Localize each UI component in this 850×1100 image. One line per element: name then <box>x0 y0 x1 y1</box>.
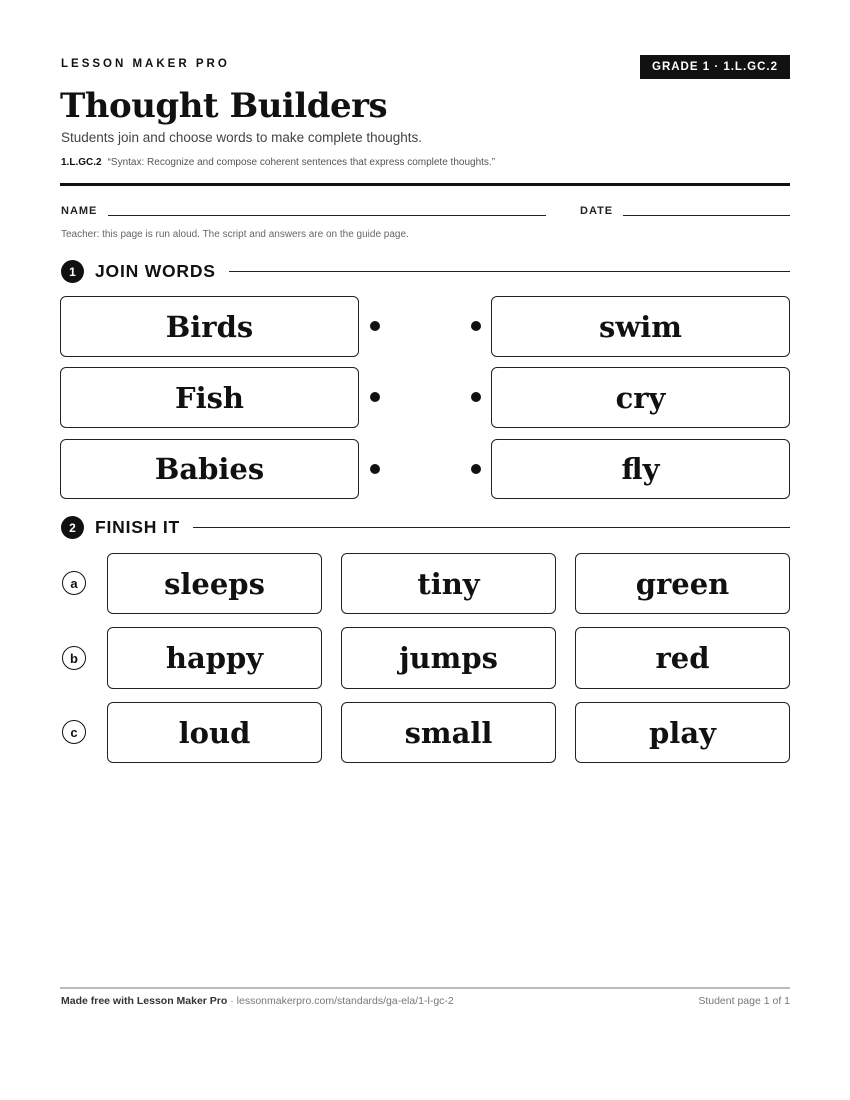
word-choice-card[interactable]: red <box>575 627 790 689</box>
right-word-card[interactable]: cry <box>491 367 790 428</box>
section-2-header <box>61 516 790 539</box>
match-dot-right[interactable] <box>471 321 481 331</box>
row-letter-c: c <box>62 720 86 744</box>
word-choice-card[interactable]: tiny <box>341 553 556 614</box>
footer-made-with: Made free with Lesson Maker Pro <box>61 995 228 1007</box>
right-word-card[interactable]: swim <box>491 296 790 357</box>
standard-code: 1.L.GC.2 <box>61 157 102 168</box>
left-word-card[interactable]: Birds <box>60 296 359 357</box>
page-title: Thought Builders <box>60 86 388 126</box>
name-label: NAME <box>61 205 98 217</box>
page-subtitle: Students join and choose words to make complete thoughts. <box>61 130 422 145</box>
left-word-card[interactable]: Babies <box>60 439 359 499</box>
row-letter-b: b <box>62 646 86 670</box>
footer-divider <box>60 987 790 989</box>
header-divider <box>60 183 790 186</box>
word-choice-card[interactable]: jumps <box>341 627 556 689</box>
section-1-header <box>61 260 790 283</box>
left-word-card[interactable]: Fish <box>60 367 359 428</box>
match-dot-left[interactable] <box>370 321 380 331</box>
word-choice-card[interactable]: sleeps <box>107 553 322 614</box>
match-dot-left[interactable] <box>370 464 380 474</box>
date-field[interactable] <box>623 215 790 216</box>
footer-page-label: Student page 1 of 1 <box>698 995 790 1007</box>
footer-credit <box>61 995 454 1007</box>
section-divider <box>193 527 790 528</box>
word-choice-card[interactable]: loud <box>107 702 322 763</box>
date-label: DATE <box>580 205 614 217</box>
match-dot-right[interactable] <box>471 464 481 474</box>
grade-badge: GRADE 1 · 1.L.GC.2 <box>640 55 790 79</box>
row-letter-a: a <box>62 571 86 595</box>
brand-name: LESSON MAKER PRO <box>61 58 230 70</box>
right-word-card[interactable]: fly <box>491 439 790 499</box>
standard-line <box>61 157 495 168</box>
footer-url: · lessonmakerpro.com/standards/ga-ela/1-l-gc-2 <box>227 995 454 1007</box>
match-dot-right[interactable] <box>471 392 481 402</box>
section-2-label: FINISH IT <box>95 517 180 537</box>
name-field[interactable] <box>108 215 546 216</box>
word-choice-card[interactable]: small <box>341 702 556 763</box>
word-choice-card[interactable]: green <box>575 553 790 614</box>
word-choice-card[interactable]: happy <box>107 627 322 689</box>
word-choice-card[interactable]: play <box>575 702 790 763</box>
section-2-number: 2 <box>61 516 84 539</box>
standard-text: “Syntax: Recognize and compose coherent sentences that express complete thoughts.” <box>107 157 496 168</box>
section-1-label: JOIN WORDS <box>95 261 216 281</box>
teacher-note: Teacher: this page is run aloud. The script and answers are on the guide page. <box>61 229 409 240</box>
section-1-number: 1 <box>61 260 84 283</box>
section-divider <box>229 271 790 272</box>
match-dot-left[interactable] <box>370 392 380 402</box>
